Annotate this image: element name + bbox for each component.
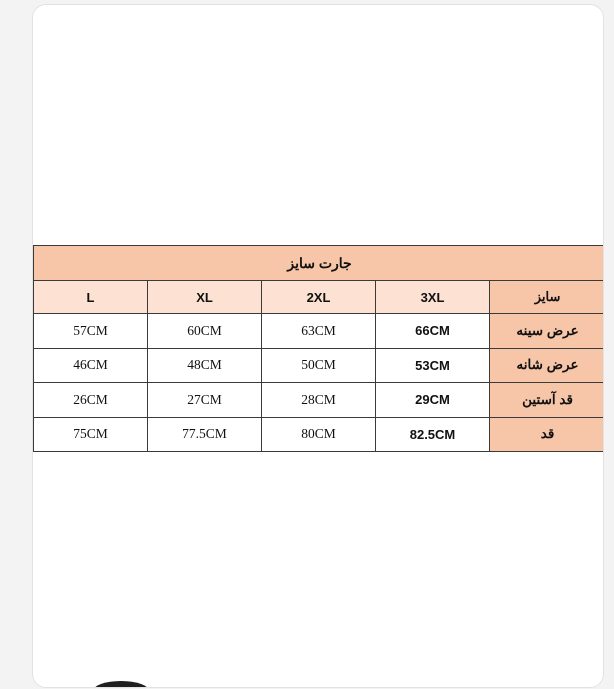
cell-chest-l: 57CM — [34, 314, 148, 349]
cell-chest-xl: 60CM — [148, 314, 262, 349]
table-row — [34, 417, 605, 452]
cell-shoulder-l: 46CM — [34, 348, 148, 383]
floating-button-edge[interactable] — [93, 681, 149, 688]
cell-length-3xl: 82.5CM — [376, 417, 490, 452]
size-chart-table — [33, 245, 604, 452]
cell-shoulder-xl: 48CM — [148, 348, 262, 383]
size-chart-card — [32, 4, 604, 688]
cell-shoulder-2xl: 50CM — [262, 348, 376, 383]
row-label-chest-width: عرض سینه — [490, 314, 605, 349]
cell-length-xl: 77.5CM — [148, 417, 262, 452]
table-row — [34, 314, 605, 349]
table-row — [34, 348, 605, 383]
cell-sleeve-2xl: 28CM — [262, 383, 376, 418]
cell-sleeve-l: 26CM — [34, 383, 148, 418]
table-title: جارت سایز — [34, 246, 605, 281]
size-label-header: سایز — [490, 281, 605, 314]
column-header-xl: XL — [148, 281, 262, 314]
column-header-3xl: 3XL — [376, 281, 490, 314]
row-label-shoulder-width: عرض شانه — [490, 348, 605, 383]
table-header-row — [34, 281, 605, 314]
table-title-row — [34, 246, 605, 281]
cell-shoulder-3xl: 53CM — [376, 348, 490, 383]
cell-chest-3xl: 66CM — [376, 314, 490, 349]
cell-chest-2xl: 63CM — [262, 314, 376, 349]
cell-length-2xl: 80CM — [262, 417, 376, 452]
row-label-sleeve-length: قد آستین — [490, 383, 605, 418]
cell-length-l: 75CM — [34, 417, 148, 452]
column-header-2xl: 2XL — [262, 281, 376, 314]
cell-sleeve-3xl: 29CM — [376, 383, 490, 418]
cell-sleeve-xl: 27CM — [148, 383, 262, 418]
row-label-length: قد — [490, 417, 605, 452]
table-row — [34, 383, 605, 418]
column-header-l: L — [34, 281, 148, 314]
